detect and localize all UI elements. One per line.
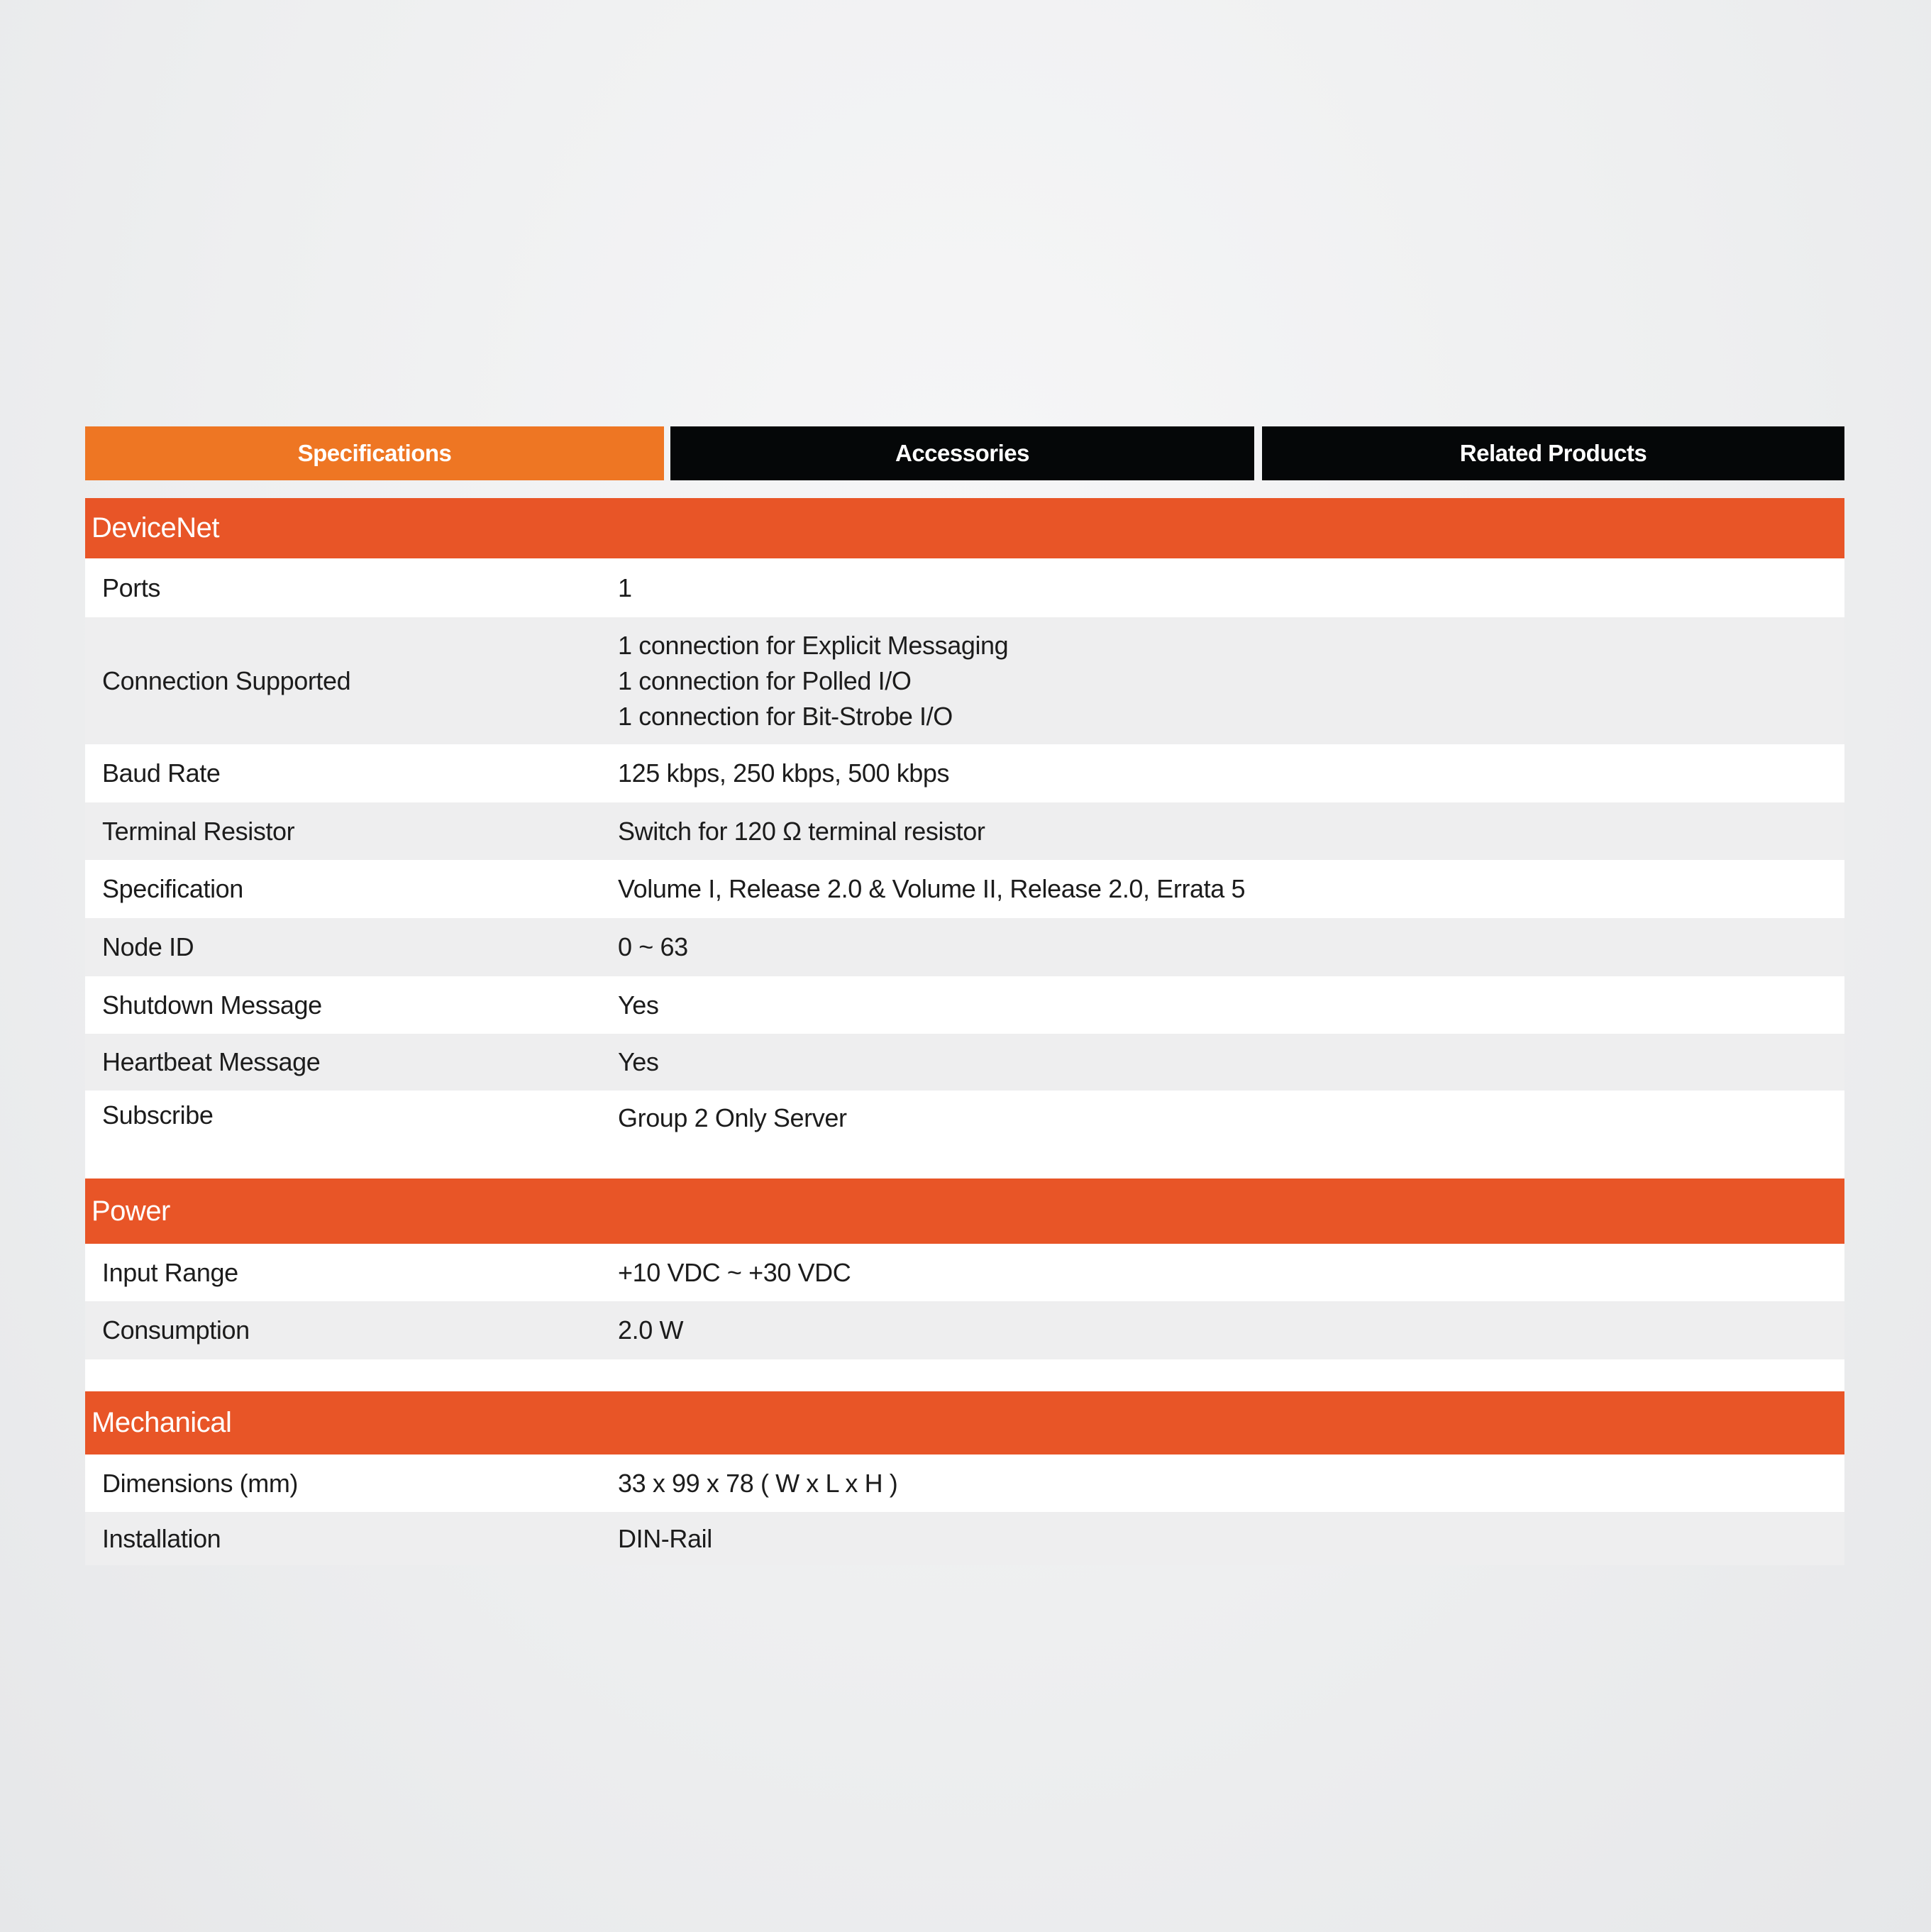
spec-value: Group 2 Only Server [618,1103,847,1132]
spec-value: Switch for 120 Ω terminal resistor [618,816,985,846]
spec-label: Input Range [102,1257,238,1287]
spec-value: 2.0 W [618,1315,684,1345]
spec-value [618,628,1844,734]
spec-value-line: 1 connection for Explicit Messaging [618,630,1009,660]
tab-label: Accessories [895,440,1029,466]
table-row [85,617,1844,744]
table-row [85,1301,1844,1359]
spec-value: 0 ~ 63 [618,932,688,961]
spec-label: Connection Supported [102,666,351,695]
spec-label: Heartbeat Message [102,1047,321,1076]
spec-label: Ports [102,573,161,602]
spec-table [85,498,1844,1565]
tab-specifications[interactable] [85,426,664,480]
tab-label: Related Products [1459,440,1647,466]
table-row [85,802,1844,860]
spec-value: +10 VDC ~ +30 VDC [618,1257,851,1287]
table-row [85,1454,1844,1512]
spec-label: Terminal Resistor [102,816,295,846]
spec-label: Specification [102,874,243,903]
table-row [85,860,1844,918]
table-row [85,918,1844,976]
spec-value: DIN-Rail [618,1523,712,1553]
spec-label: Dimensions (mm) [102,1468,299,1498]
spec-value-line: 1 connection for Polled I/O [618,666,912,695]
table-row [85,558,1844,617]
table-row [85,1091,1844,1178]
table-row [85,744,1844,802]
spec-value: Volume I, Release 2.0 & Volume II, Release 2.0, Errata 5 [618,874,1246,903]
spec-value: 1 [618,573,632,602]
spec-value: 125 kbps, 250 kbps, 500 kbps [618,758,950,788]
table-row [85,1512,1844,1565]
section-spacer [85,1359,1844,1391]
table-row [85,1244,1844,1301]
spec-label: Shutdown Message [102,990,322,1020]
spec-label: Subscribe [102,1100,214,1130]
section-title: Power [92,1195,170,1227]
tab-label: Specifications [297,440,452,466]
spec-value: 33 x 99 x 78 ( W x L x H ) [618,1468,898,1498]
spec-label: Baud Rate [102,758,221,788]
section-title: Mechanical [92,1407,232,1438]
spec-label: Consumption [102,1315,250,1345]
tab-bar [85,426,1844,480]
spec-value: Yes [618,990,659,1020]
spec-value-line: 1 connection for Bit-Strobe I/O [618,701,953,731]
spec-value: Yes [618,1047,659,1076]
section-header-devicenet [85,498,1844,558]
section-header-power [85,1178,1844,1244]
section-title: DeviceNet [92,512,220,543]
spec-label: Installation [102,1523,221,1553]
tab-accessories[interactable] [670,426,1254,480]
spec-label: Node ID [102,932,194,961]
table-row [85,976,1844,1034]
table-row [85,1034,1844,1091]
tab-related-products[interactable] [1262,426,1844,480]
section-header-mechanical [85,1391,1844,1454]
